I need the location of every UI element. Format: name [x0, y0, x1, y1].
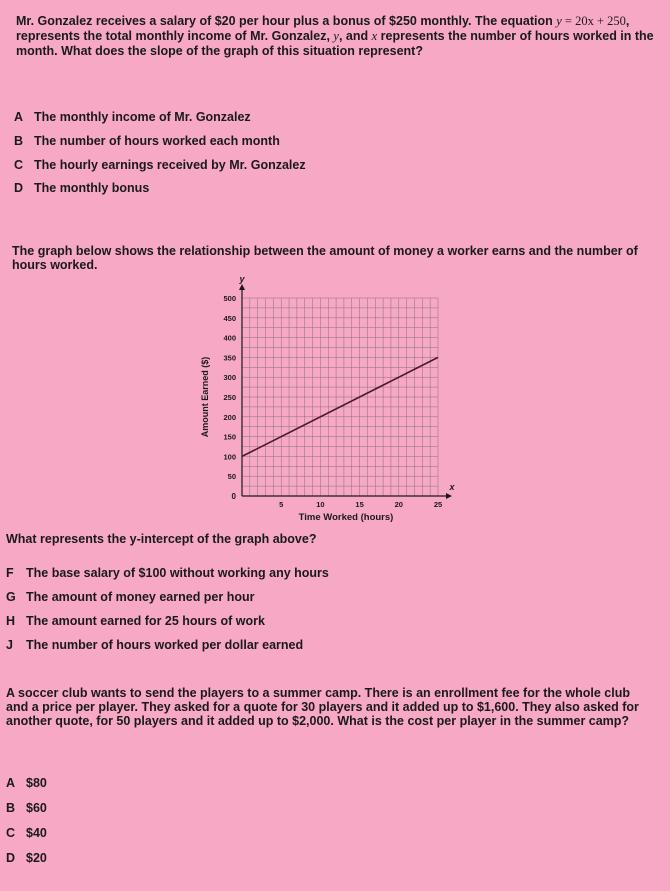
y-tick-label: 100 — [223, 452, 236, 462]
y-tick-labels — [223, 294, 236, 481]
q3-choice-b[interactable] — [6, 801, 47, 815]
question-2-intro: The graph below shows the relationship between the amount of money a worker earns and the number of hours worked. — [12, 244, 638, 272]
q3-choice-a[interactable] — [6, 776, 47, 790]
choice-letter: C — [6, 826, 16, 840]
choice-letter: A — [6, 776, 16, 790]
q3-choice-c[interactable] — [6, 826, 47, 840]
x-axis-arrow — [446, 493, 452, 499]
choice-text: The base salary of $100 without working any hours — [26, 566, 329, 580]
choice-text: The number of hours worked per dollar earned — [26, 638, 304, 652]
choice-text: $20 — [26, 851, 47, 865]
choice-letter: D — [14, 181, 24, 195]
choice-text: $40 — [26, 826, 47, 840]
y-tick-label: 200 — [223, 412, 236, 422]
choice-letter: D — [6, 851, 16, 865]
q1-eq-rhs: 20x + 250 — [575, 14, 626, 28]
q1-choice-b[interactable] — [14, 134, 280, 148]
q1-text-c: , and — [338, 29, 372, 43]
y-tick-label: 250 — [223, 393, 236, 402]
choice-letter: A — [14, 110, 24, 124]
x-tick-labels — [279, 500, 442, 509]
origin-label: 0 — [231, 492, 236, 501]
q2-choice-j[interactable] — [6, 638, 303, 652]
choice-text: The amount earned for 25 hours of work — [26, 614, 265, 628]
choice-text: $80 — [26, 776, 47, 790]
q1-eq-equals: = — [561, 14, 576, 28]
q1-choice-d[interactable] — [14, 181, 149, 195]
question-1-stem — [16, 14, 656, 59]
y-axis-arrow — [239, 284, 245, 290]
y-tick-label: 50 — [227, 472, 236, 482]
choice-letter: C — [14, 158, 24, 172]
choice-letter: H — [6, 614, 16, 628]
choice-text: The monthly income of Mr. Gonzalez — [34, 110, 251, 124]
y-axis-label: Amount Earned ($) — [200, 356, 210, 438]
x-tick-label: 10 — [316, 500, 325, 509]
x-tick-label: 15 — [355, 500, 364, 509]
x-tick-label: 25 — [433, 500, 443, 509]
choice-letter: B — [14, 134, 24, 148]
q1-var-x: x — [371, 29, 378, 43]
choice-letter: G — [6, 590, 16, 604]
x-tick-label: 20 — [394, 500, 403, 509]
earnings-line-chart — [190, 272, 460, 534]
chart-grid — [242, 298, 438, 496]
choice-letter: F — [6, 566, 14, 580]
choice-text: $60 — [26, 801, 47, 815]
choice-text: The monthly bonus — [34, 181, 150, 195]
q1-equation — [556, 14, 626, 28]
choice-letter: J — [6, 638, 13, 652]
q1-text-a: Mr. Gonzalez receives a salary of $20 per hour plus a bonus of $250 monthly. The equation — [16, 14, 557, 28]
x-tick-label: 5 — [279, 500, 284, 509]
q2-choice-f[interactable] — [6, 566, 329, 580]
choice-text: The hourly earnings received by Mr. Gonzalez — [34, 158, 306, 172]
y-tick-label: 500 — [223, 294, 236, 303]
q2-choice-g[interactable] — [6, 590, 255, 604]
q1-choice-a[interactable] — [14, 110, 251, 124]
q1-var-y: y — [333, 29, 339, 43]
choice-text: The amount of money earned per hour — [26, 590, 255, 604]
x-axis-label: Time Worked (hours) — [298, 512, 394, 523]
y-tick-label: 150 — [223, 432, 236, 442]
y-tick-label: 450 — [223, 313, 236, 323]
y-tick-label: 350 — [223, 353, 236, 363]
x-axis-letter: x — [449, 482, 455, 492]
q3-choice-d[interactable] — [6, 851, 47, 865]
y-tick-label: 400 — [223, 333, 236, 343]
choice-letter: B — [6, 801, 16, 815]
y-axis-letter: y — [239, 274, 245, 284]
question-2-prompt: What represents the y-intercept of the graph above? — [6, 532, 317, 546]
q1-eq-y: y — [556, 14, 562, 28]
question-3-stem: A soccer club wants to send the players to a summer camp. There is an enrollment fee for the whole club and a price per player. They asked for a quote for 30 players and it added up to $1,600. They also asked for another quote, for 50 players and it added up to $2,000. What is the cost per player in the summer camp? — [6, 686, 639, 728]
chart-axes — [239, 284, 452, 499]
q2-choice-h[interactable] — [6, 614, 265, 628]
choice-text: The number of hours worked each month — [34, 134, 280, 148]
y-tick-label: 300 — [223, 373, 236, 383]
q1-choice-c[interactable] — [14, 158, 306, 172]
q1-text-b: , represents the total monthly income of Mr. Gonzalez, — [16, 14, 630, 43]
q1-text-d: represents the number of hours worked in the month. What does the slope of the graph of this situation represent? — [16, 29, 654, 58]
